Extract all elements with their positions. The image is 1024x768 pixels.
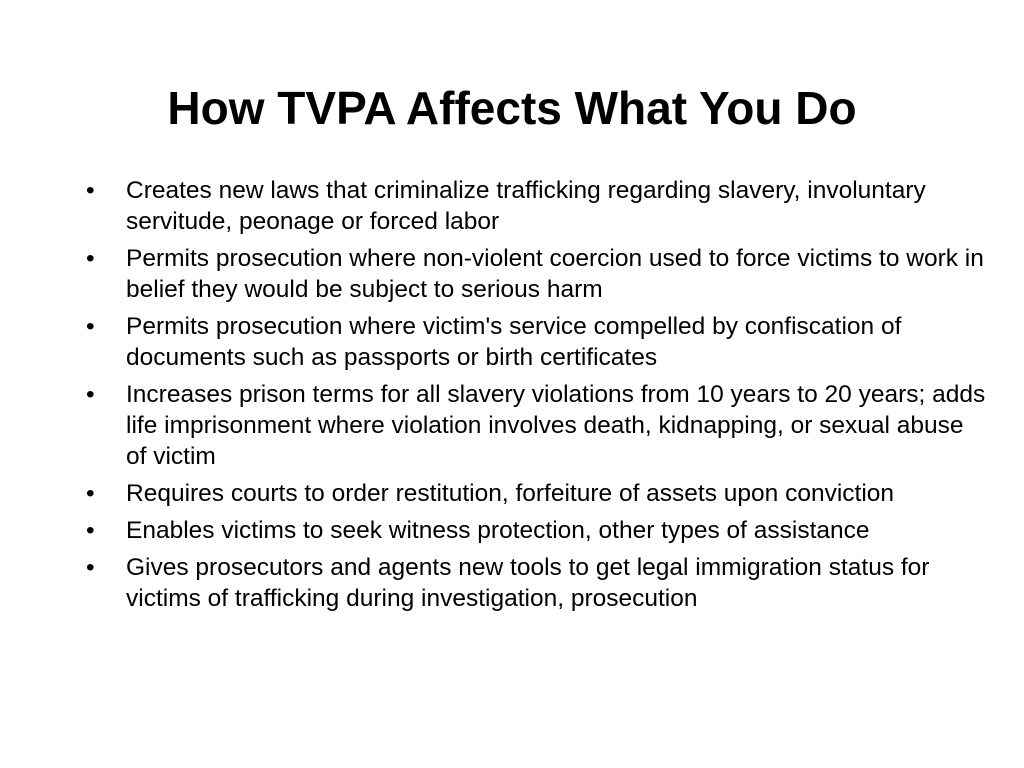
bullet-item xyxy=(86,515,986,546)
bullet-icon: • xyxy=(86,554,95,581)
bullet-item xyxy=(86,379,986,472)
bullet-text: Permits prosecution where victim's service compelled by confiscation of documents such as passports or birth certificates xyxy=(126,313,902,371)
bullet-list xyxy=(86,175,986,620)
bullet-text: Permits prosecution where non-violent coercion used to force victims to work in belief they would be subject to serious harm xyxy=(126,245,984,303)
bullet-icon: • xyxy=(86,245,95,272)
bullet-text: Increases prison terms for all slavery violations from 10 years to 20 years; adds life imprisonment where violation involves death, kidnapping, or sexual abuse of victim xyxy=(126,381,986,470)
bullet-item xyxy=(86,478,986,509)
bullet-item xyxy=(86,175,986,237)
bullet-icon: • xyxy=(86,313,95,340)
bullet-icon: • xyxy=(86,517,95,544)
bullet-text: Creates new laws that criminalize trafficking regarding slavery, involuntary servitude, peonage or forced labor xyxy=(126,177,926,235)
bullet-text: Gives prosecutors and agents new tools to get legal immigration status for victims of trafficking during investigation, prosecution xyxy=(126,554,930,612)
bullet-item xyxy=(86,243,986,305)
bullet-icon: • xyxy=(86,480,95,507)
bullet-text: Enables victims to seek witness protection, other types of assistance xyxy=(126,517,870,544)
bullet-icon: • xyxy=(86,177,95,204)
bullet-item xyxy=(86,311,986,373)
slide-title: How TVPA Affects What You Do xyxy=(167,82,857,134)
bullet-item xyxy=(86,552,986,614)
bullet-text: Requires courts to order restitution, forfeiture of assets upon conviction xyxy=(126,480,895,507)
bullet-icon: • xyxy=(86,381,95,408)
